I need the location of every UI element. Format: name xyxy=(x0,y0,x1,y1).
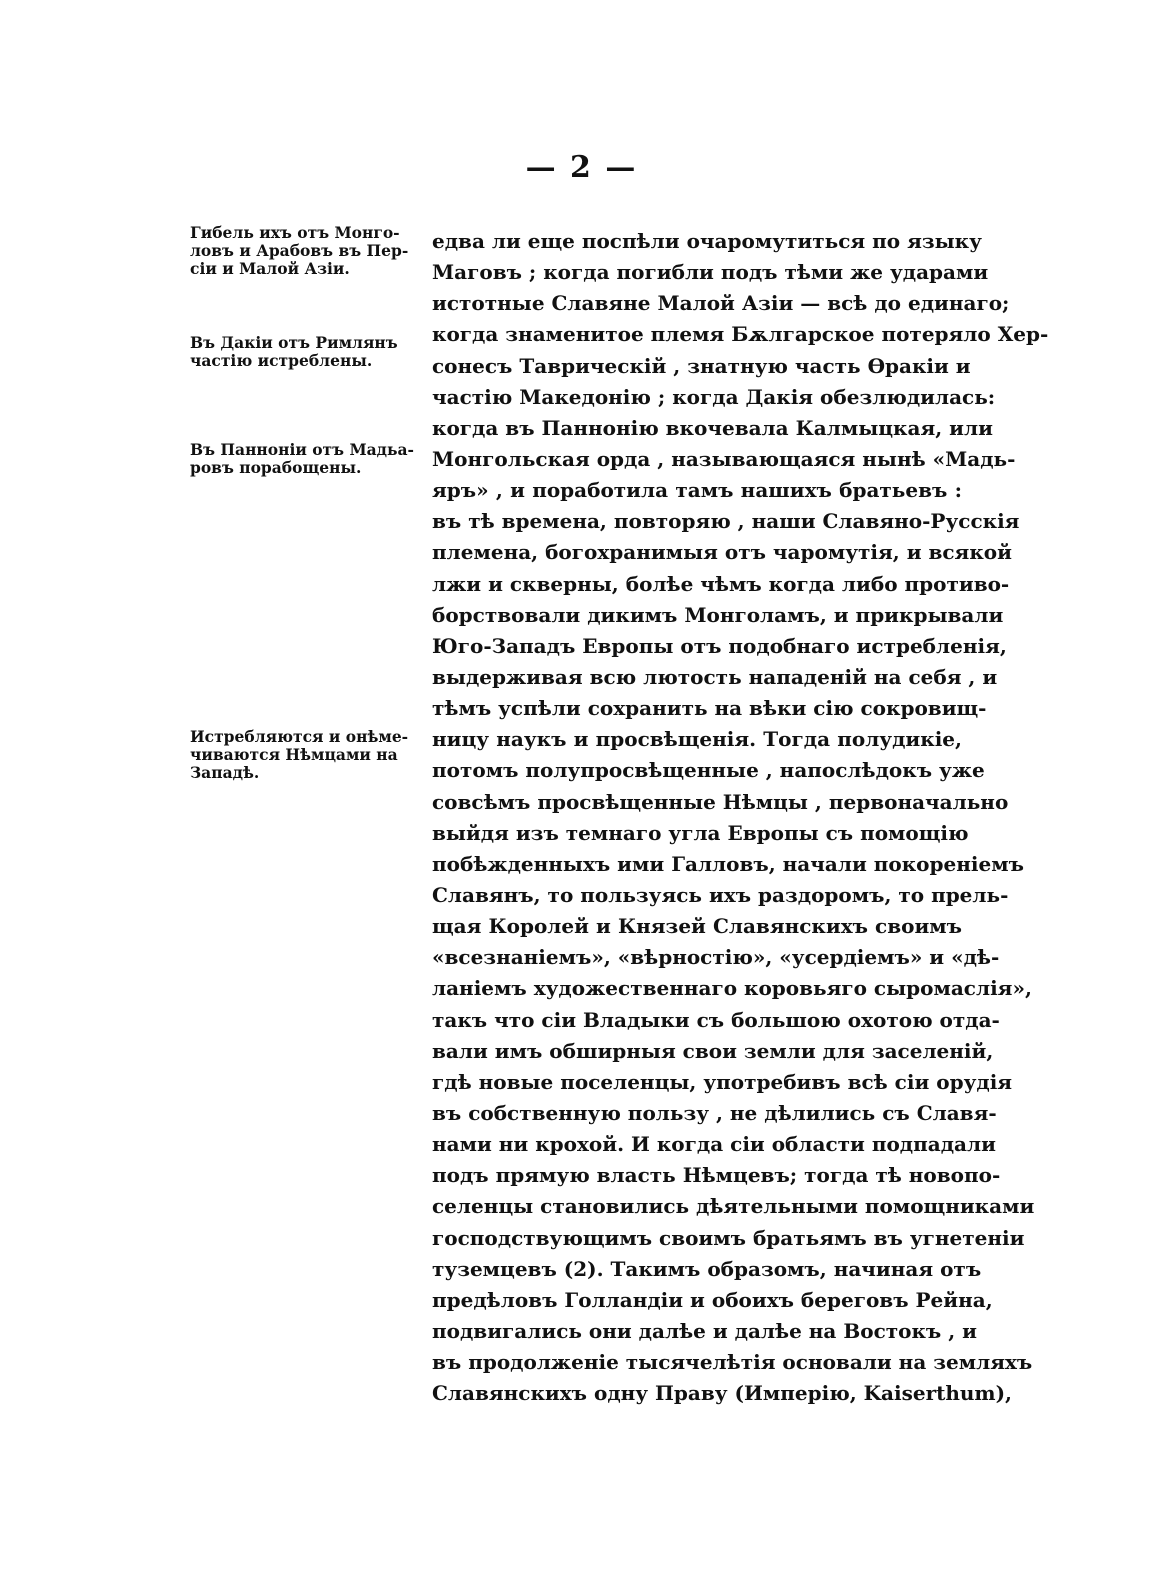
text-line: борствовали дикимъ Монголамъ, и прикрывали xyxy=(432,602,1004,627)
text-line: когда въ Паннонію вкочевала Калмыцкая, или xyxy=(432,415,993,440)
margin-note-line: сіи и Малой Азіи. xyxy=(190,259,350,278)
margin-note-line: частію истреблены. xyxy=(190,351,373,370)
text-line: яръ» , и поработила тамъ нашихъ братьевъ : xyxy=(432,478,962,503)
margin-note-line: ровъ порабощены. xyxy=(190,458,362,477)
margin-note-line: Въ Паннонiи отъ Мадьа- xyxy=(190,440,414,459)
text-line: вали имъ обширныя свои земли для заселеній, xyxy=(432,1038,994,1063)
text-line: Юго-Западъ Европы отъ подобнаго истребленія, xyxy=(432,633,1007,658)
text-line: истотные Славяне Малой Азіи — всѣ до единаго; xyxy=(432,291,1010,316)
text-line: нами ни крохой. И когда сіи области подпадали xyxy=(432,1132,996,1157)
text-line: Маговъ ; когда погибли подъ тѣми же ударами xyxy=(432,260,989,285)
text-line: потомъ полупросвѣщенные , напослѣдокъ уже xyxy=(432,758,985,783)
text-line: господствующимъ своимъ братьямъ въ угнетеніи xyxy=(432,1225,1025,1250)
text-line: «всезнаніемъ», «вѣрностію», «усердіемъ» и «дѣ- xyxy=(432,945,1000,970)
text-line: племена, богохранимыя отъ чаромутія, и всякой xyxy=(432,540,1012,565)
text-line: Славянскихъ одну Праву (Имперію, Kaiserthum), xyxy=(432,1381,1013,1406)
page-number: — 2 — xyxy=(525,150,638,185)
margin-note-dacia xyxy=(190,334,426,370)
text-line: Монгольская орда , называющаяся нынѣ «Мадь- xyxy=(432,446,1016,471)
text-line: такъ что сіи Владыки съ большою охотою отда- xyxy=(432,1007,1000,1032)
text-line: щая Королей и Князей Славянскихъ своимъ xyxy=(432,914,962,939)
text-line: выдерживая всю лютость нападеній на себя , и xyxy=(432,664,998,689)
margin-note-line: Въ Дакіи отъ Римлянъ xyxy=(190,333,398,352)
margin-note-germanization xyxy=(190,728,426,782)
text-line: селенцы становились дѣятельными помощниками xyxy=(432,1194,1035,1219)
margin-note-mongols xyxy=(190,224,426,278)
text-line: частію Македонію ; когда Дакія обезлюдилась: xyxy=(432,384,996,409)
margin-note-line: Западѣ. xyxy=(190,763,260,782)
margin-note-line: Гибель ихъ отъ Монго- xyxy=(190,223,400,242)
margin-note-pannonia xyxy=(190,441,426,477)
margin-note-line: ловъ и Арабовъ въ Пер- xyxy=(190,241,409,260)
text-line: предѣловъ Голландіи и обоихъ береговъ Рейна, xyxy=(432,1287,993,1312)
text-line: тѣмъ успѣли сохранить на вѣки сію сокровищ- xyxy=(432,696,987,721)
text-line: туземцевъ (2). Такимъ образомъ, начиная отъ xyxy=(432,1256,982,1281)
text-line: гдѣ новые поселенцы, употребивъ всѣ сіи орудія xyxy=(432,1069,1013,1094)
main-text xyxy=(432,226,1049,1409)
margin-note-line: чиваются Нѣмцами на xyxy=(190,745,398,764)
text-line: когда знаменитое племя Бѫлгарское потеряло Хер- xyxy=(432,322,1049,347)
text-line: сонесъ Таврическій , знатную часть Ѳракіи и xyxy=(432,353,971,378)
text-line: въ собственную пользу , не дѣлились съ Славя- xyxy=(432,1100,997,1125)
text-line: подвигались они далѣе и далѣе на Востокъ , и xyxy=(432,1318,977,1343)
text-line: лжи и скверны, болѣе чѣмъ когда либо противо- xyxy=(432,571,1010,596)
text-line: ницу наукъ и просвѣщенія. Тогда полудикіе, xyxy=(432,727,962,752)
text-line: въ тѣ времена, повторяю , наши Славяно-Русскія xyxy=(432,509,1020,534)
text-line: выйдя изъ темнаго угла Европы съ помощію xyxy=(432,820,969,845)
margin-note-line: Истребляются и онѣме- xyxy=(190,727,409,746)
text-line: въ продолженіе тысячелѣтія основали на земляхъ xyxy=(432,1350,1033,1375)
text-line: побѣжденныхъ ими Галловъ, начали покореніемъ xyxy=(432,851,1024,876)
text-line: ланіемъ художественнаго коровьяго сыромаслія», xyxy=(432,976,1032,1001)
text-line: подъ прямую власть Нѣмцевъ; тогда тѣ новопо- xyxy=(432,1163,1001,1188)
text-line: совсѣмъ просвѣщенные Нѣмцы , первоначально xyxy=(432,789,1009,814)
text-line: едва ли еще поспѣли очаромутиться по языку xyxy=(432,229,982,253)
text-line: Славянъ, то пользуясь ихъ раздоромъ, то прель- xyxy=(432,882,1009,907)
